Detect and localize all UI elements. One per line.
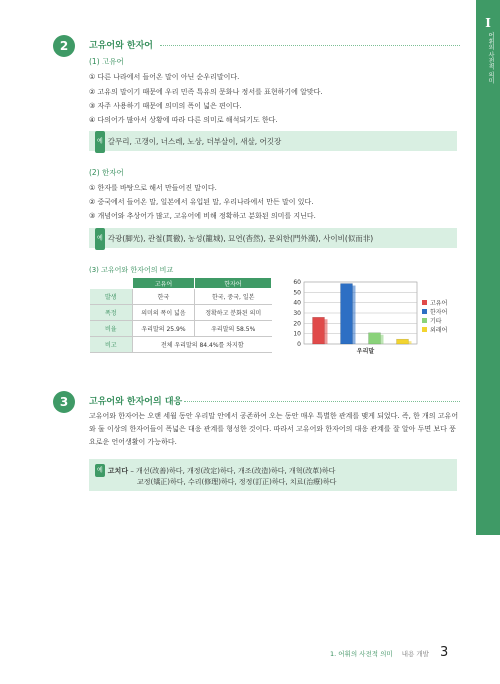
example-line-2: 교정(矯正)하다, 수리(修理)하다, 정정(訂正)하다, 치료(治療)하다	[137, 478, 337, 486]
sino-item-2: ② 중국에서 들어온 말, 일본에서 유입된 말, 우리나라에서 만든 말이 있다.	[89, 198, 314, 206]
bar-side	[325, 319, 328, 344]
section-number-2: 2	[53, 35, 75, 57]
bar-chart	[282, 278, 462, 360]
legend-label: 외래어	[430, 327, 448, 334]
chapter-numeral: I	[485, 16, 491, 30]
x-category-label: 우리말	[356, 348, 375, 355]
example-line-1: – 개선(改善)하다, 개정(改定)하다, 개조(改造)하다, 개혁(改革)하다	[130, 467, 336, 475]
comparison-table	[89, 277, 272, 353]
section-title: 고유어와 한자어의 대응	[89, 397, 183, 407]
cell-native: 의미의 폭이 넓음	[133, 305, 195, 321]
legend-label: 한자어	[430, 309, 448, 316]
ratio-chart	[282, 278, 462, 360]
bar-side	[381, 335, 384, 344]
table-corner	[90, 278, 133, 289]
native-item-1: ① 다른 나라에서 들어온 말이 아닌 순우리말이다.	[89, 73, 240, 81]
bar-4	[397, 339, 409, 344]
page-footer	[330, 641, 449, 660]
sino-item-3: ③ 개념어와 추상어가 많고, 고유어에 비해 정확하고 분화된 의미를 지닌다.	[89, 212, 316, 220]
bar-2	[341, 284, 353, 344]
bar-1	[313, 317, 325, 344]
table-header-row	[90, 278, 272, 289]
cell-sino: 한국, 중국, 일본	[194, 289, 271, 305]
cell-native: 한국	[133, 289, 195, 305]
chapter-sidebar	[473, 0, 500, 684]
y-tick-label: 40	[293, 299, 301, 307]
native-item-3: ③ 자주 사용하기 때문에 의미의 폭이 넓은 편이다.	[89, 102, 242, 110]
native-example-box	[89, 131, 457, 151]
table-row	[90, 337, 272, 353]
cell-sino: 정확하고 분화된 의미	[194, 305, 271, 321]
row-label: 폭정	[90, 305, 133, 321]
sino-example-text: 각광(脚光), 관철(貫徹), 농성(籠城), 묘연(杳然), 문외한(門外漢), 사이비(似而非)	[107, 234, 374, 243]
cell-native: 우리말의 25.9%	[133, 321, 195, 337]
legend-label: 고유어	[430, 300, 448, 307]
example-badge: 예	[95, 464, 105, 477]
bar-side	[353, 286, 356, 344]
example-badge: 예	[95, 131, 105, 153]
bar-3	[369, 333, 381, 344]
legend-label: 기타	[430, 318, 442, 325]
cell-note: 전체 우리말의 84.4%를 차지함	[133, 337, 272, 353]
section-divider	[160, 45, 460, 46]
footer-sub-label: 내용 개발	[401, 650, 429, 658]
y-tick-label: 30	[293, 310, 301, 317]
native-item-2: ② 고유의 말이기 때문에 우리 민족 특유의 문화나 정서를 표현하기에 알맞다.	[89, 88, 323, 96]
bar-side	[409, 341, 412, 344]
section-number-3: 3	[53, 391, 75, 413]
cell-sino: 우리말의 58.5%	[194, 321, 271, 337]
table-header-sino: 한자어	[194, 278, 271, 289]
native-heading: (1) 고유어	[89, 57, 124, 66]
y-tick-label: 0	[297, 341, 301, 348]
example-badge: 예	[95, 228, 105, 250]
section3-paragraph: 고유어와 한자어는 오랜 세월 동안 우리말 안에서 공존하여 오는 동안 매우 특별한 관계를 맺게 되었다. 즉, 한 개의 고유어와 둘 이상의 한자어들이 폭넓은 대응 관계를 형성한 것이다. 따라서 고유어와 한자어의 대응 관계를 잘 알아 두면 보다 풍요로운 언어생활이 가능하다.	[89, 412, 459, 446]
native-example-text: 갈무리, 고갱이, 너스레, 노상, 더부살이, 새살, 어깃장	[107, 137, 282, 146]
legend-swatch	[422, 318, 427, 323]
section-divider	[184, 401, 460, 402]
chapter-title: 어휘의 사전적 의미	[487, 32, 494, 84]
legend-swatch	[422, 300, 427, 305]
y-tick-label: 50	[293, 289, 301, 297]
sino-example-box	[89, 228, 457, 248]
correspondence-example-box	[89, 459, 457, 491]
y-tick-label: 20	[293, 320, 301, 328]
sino-heading: (2) 한자어	[89, 168, 124, 177]
table-row	[90, 321, 272, 337]
sino-item-1: ① 한자를 바탕으로 해서 만들어진 말이다.	[89, 184, 217, 192]
table-row	[90, 289, 272, 305]
table-header-native: 고유어	[133, 278, 195, 289]
legend-swatch	[422, 309, 427, 314]
footer-chapter-label: 1. 어휘의 사전적 의미	[330, 650, 393, 658]
native-item-4: ④ 다의어가 많아서 상황에 따라 다른 의미로 해석되기도 한다.	[89, 116, 278, 124]
y-tick-label: 10	[293, 330, 301, 338]
compare-heading: (3) 고유어와 한자어의 비교	[89, 266, 174, 274]
example-word: 고치다	[107, 467, 129, 475]
section-title: 고유어와 한자어	[89, 41, 153, 51]
row-label: 비율	[90, 321, 133, 337]
page-number: 3	[440, 645, 449, 660]
legend-swatch	[422, 327, 427, 332]
table-row	[90, 305, 272, 321]
row-label: 비고	[90, 337, 133, 353]
y-tick-label: 60	[293, 279, 301, 286]
row-label: 발생	[90, 289, 133, 305]
